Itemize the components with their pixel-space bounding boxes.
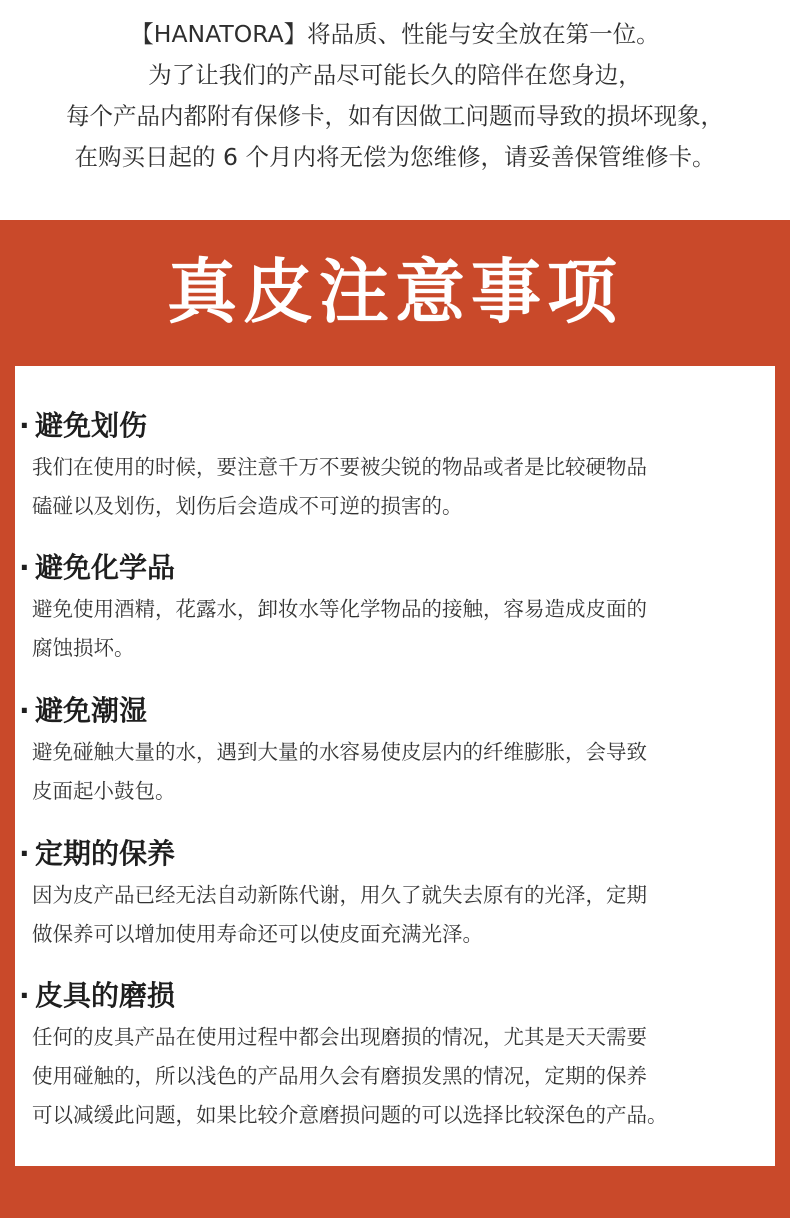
section-body-line: 磕碰以及划伤，划伤后会造成不可逆的损害的。	[32, 494, 463, 518]
section-body-line: 可以减缓此问题，如果比较介意磨损问题的可以选择比较深色的产品。	[32, 1103, 668, 1127]
section-heading-text: 避免潮湿	[35, 694, 148, 727]
section-heading	[15, 693, 775, 729]
intro-text	[0, 14, 790, 178]
section-body-line: 任何的皮具产品在使用过程中都会出现磨损的情况，尤其是天天需要	[32, 1025, 647, 1049]
bullet-dot: ·	[19, 837, 30, 870]
section-body-line: 腐蚀损坏。	[32, 636, 135, 660]
section-body	[32, 876, 775, 954]
care-section-maintenance	[15, 836, 775, 954]
section-body-line: 我们在使用的时候，要注意千万不要被尖锐的物品或者是比较硬物品	[32, 455, 647, 479]
section-body	[32, 733, 775, 811]
section-heading-text: 避免划伤	[35, 409, 148, 442]
bullet-dot: ·	[19, 551, 30, 584]
care-section-chemicals	[15, 550, 775, 668]
section-heading-text: 避免化学品	[35, 551, 176, 584]
section-body-line: 皮面起小鼓包。	[32, 779, 176, 803]
section-heading	[15, 836, 775, 872]
section-body-line: 做保养可以增加使用寿命还可以使皮面充满光泽。	[32, 922, 483, 946]
bullet-dot: ·	[19, 694, 30, 727]
care-notes-card	[15, 366, 775, 1166]
panel-title: 真皮注意事项	[167, 251, 623, 333]
section-body	[32, 448, 775, 526]
care-section-scratch	[15, 408, 775, 526]
section-heading	[15, 978, 775, 1014]
leather-care-panel	[0, 220, 790, 1218]
section-heading	[15, 550, 775, 586]
intro-line: 每个产品内都附有保修卡，如有因做工问题而导致的损坏现象，	[66, 102, 724, 130]
section-heading	[15, 408, 775, 444]
bullet-dot: ·	[19, 979, 30, 1012]
section-body	[32, 590, 775, 668]
section-body-line: 避免碰触大量的水，遇到大量的水容易使皮层内的纤维膨胀，会导致	[32, 740, 647, 764]
section-body-line: 因为皮产品已经无法自动新陈代谢，用久了就失去原有的光泽，定期	[32, 883, 647, 907]
intro-line: 在购买日起的 6 个月内将无偿为您维修，请妥善保管维修卡。	[74, 143, 716, 171]
care-section-wear	[15, 978, 775, 1135]
section-heading-text: 定期的保养	[35, 837, 176, 870]
section-heading-text: 皮具的磨损	[35, 979, 176, 1012]
bullet-dot: ·	[19, 409, 30, 442]
care-section-moisture	[15, 693, 775, 811]
intro-line: 【HANATORA】将品质、性能与安全放在第一位。	[130, 20, 660, 48]
intro-line: 为了让我们的产品尽可能长久的陪伴在您身边，	[148, 61, 642, 89]
section-body-line: 避免使用酒精，花露水，卸妆水等化学物品的接触，容易造成皮面的	[32, 597, 647, 621]
section-body-line: 使用碰触的，所以浅色的产品用久会有磨损发黑的情况，定期的保养	[32, 1064, 647, 1088]
section-body	[32, 1018, 775, 1135]
